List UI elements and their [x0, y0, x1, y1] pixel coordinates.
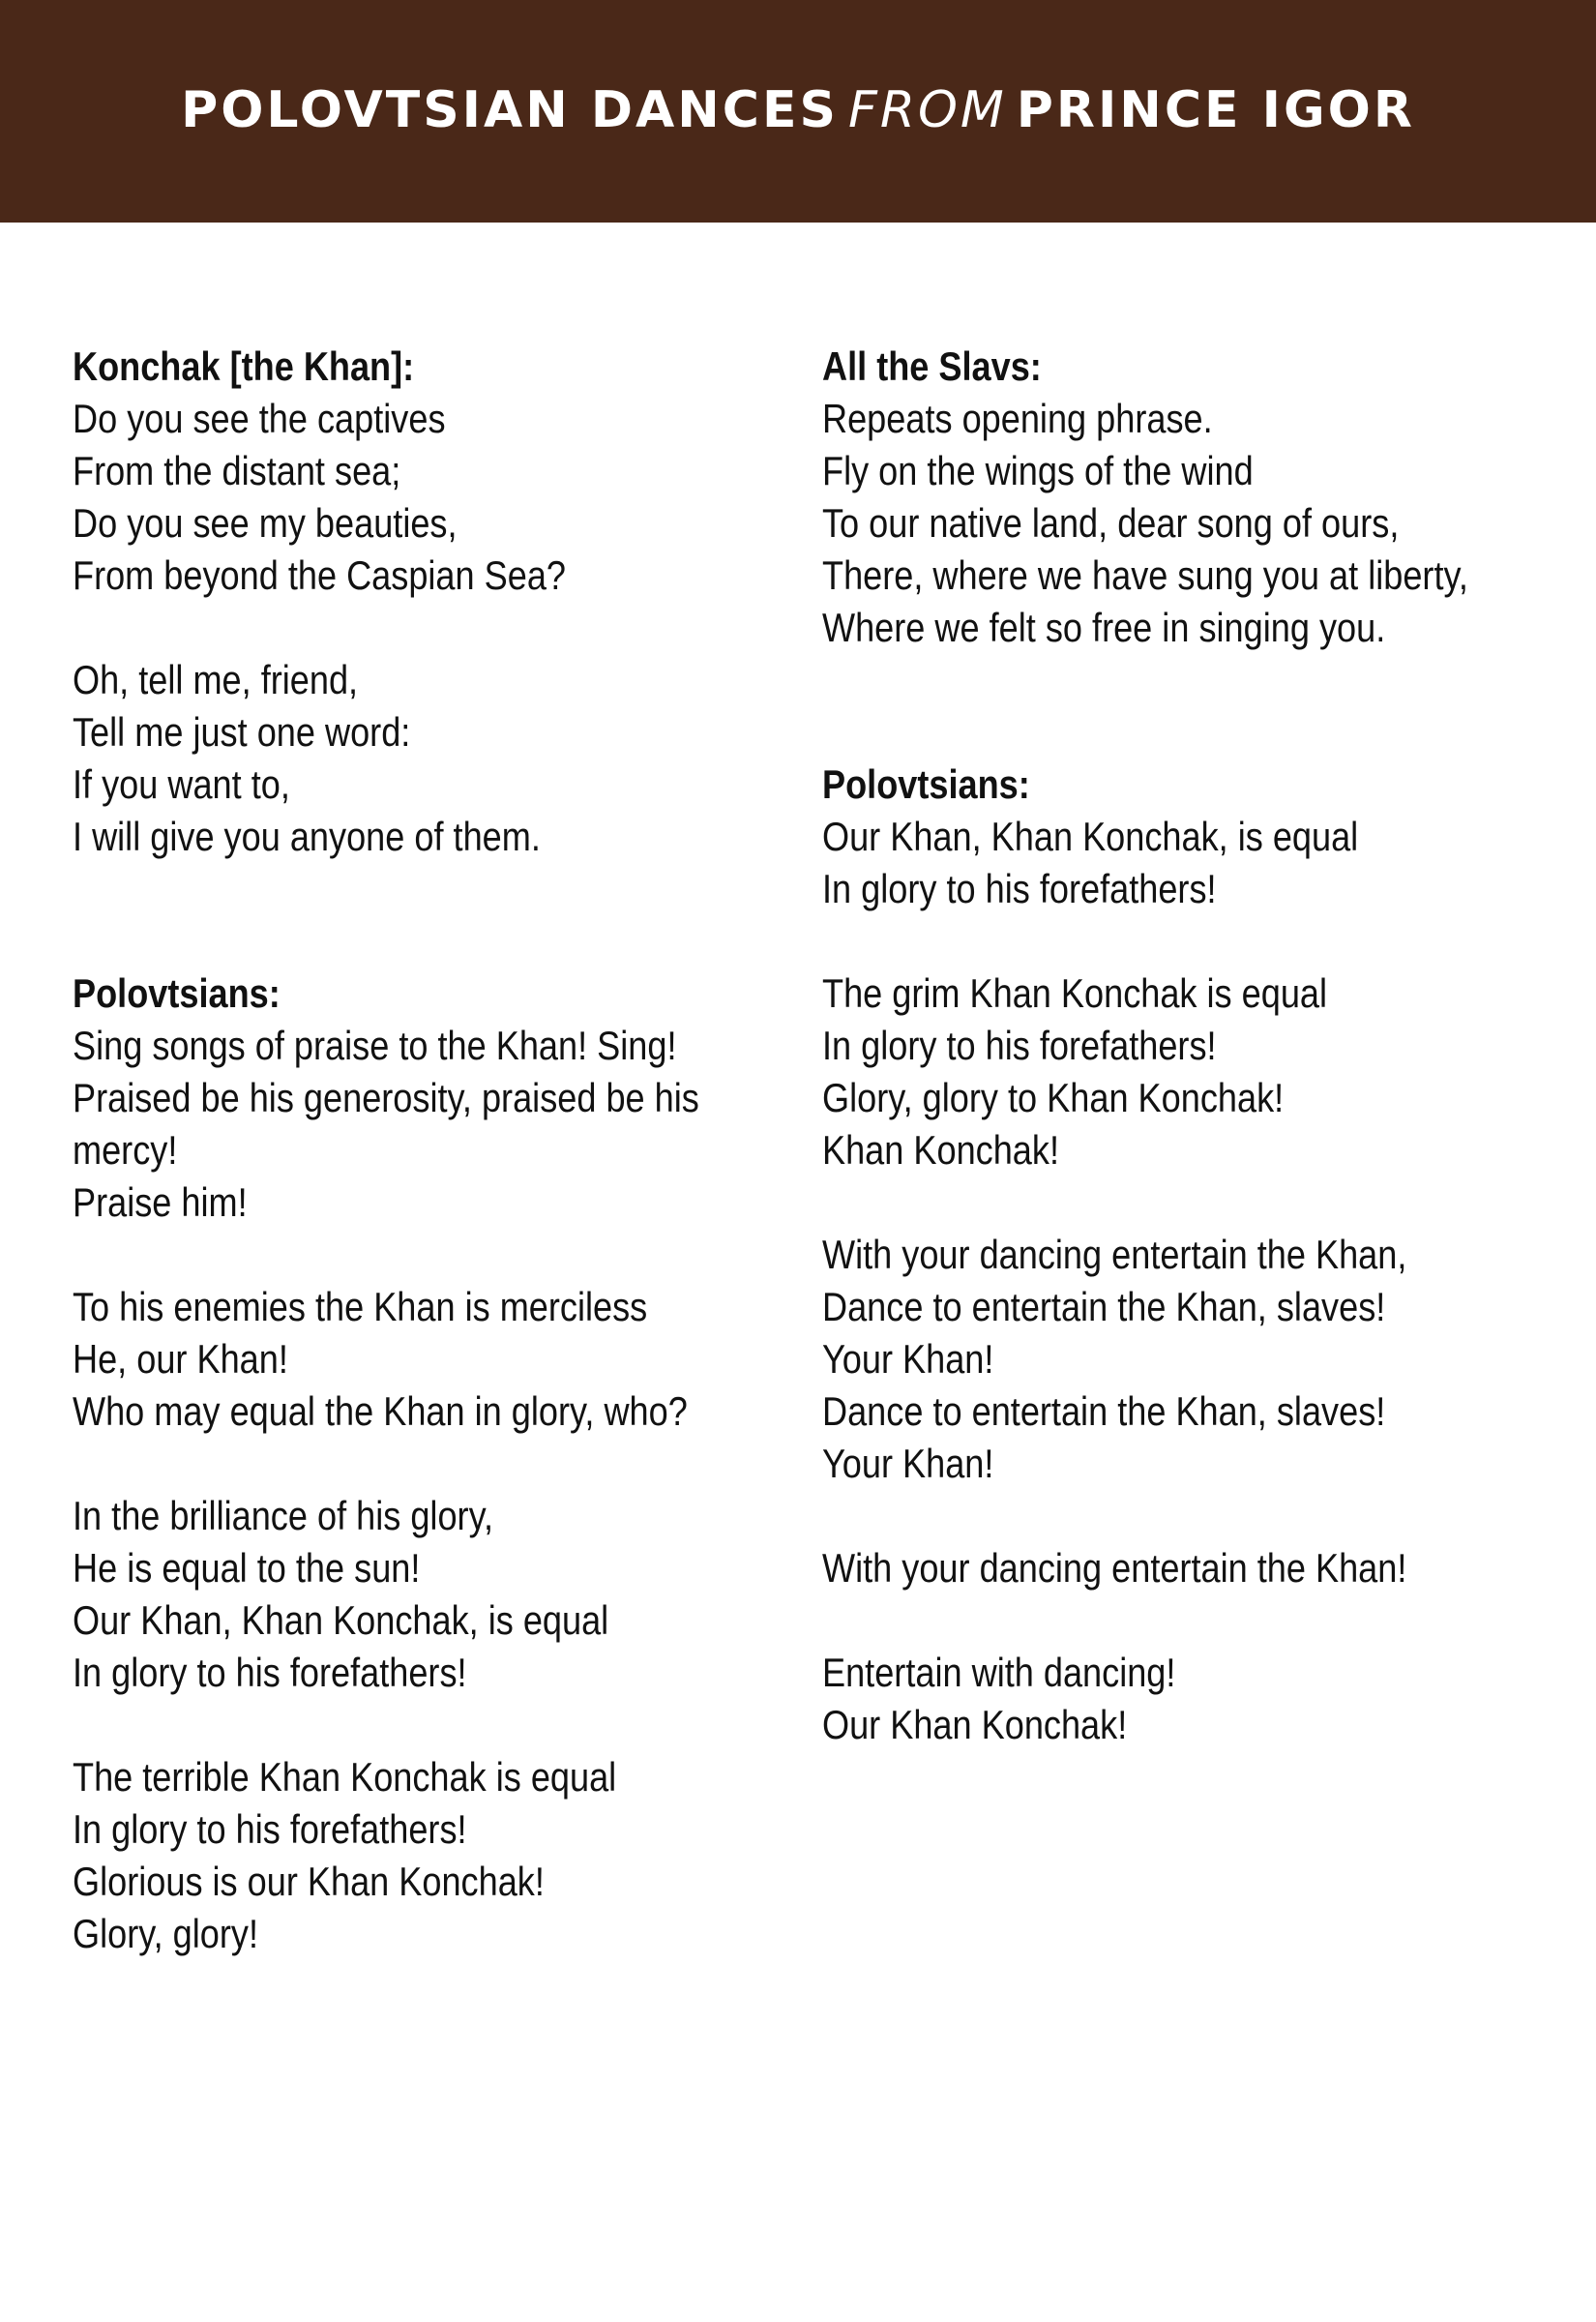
stanza — [822, 811, 1538, 915]
lyric-line: Glory, glory! — [73, 1911, 259, 1956]
lyric-line: Glorious is our Khan Konchak! — [73, 1859, 545, 1904]
lyric-line: Who may equal the Khan in glory, who? — [73, 1388, 688, 1434]
lyric-line: Repeats opening phrase. — [822, 396, 1213, 441]
lyric-line: In glory to his forefathers! — [822, 866, 1217, 911]
lyric-line: In glory to his forefathers! — [73, 1650, 467, 1695]
speaker-label: Polovtsians: — [73, 970, 281, 1016]
lyric-line: To his enemies the Khan is merciless — [73, 1284, 648, 1329]
lyric-line: Dance to entertain the Khan, slaves! — [822, 1388, 1386, 1434]
page-title — [181, 81, 1415, 139]
right-column — [822, 341, 1538, 1751]
lyric-line: Praise him! — [73, 1179, 248, 1225]
lyric-line: Your Khan! — [822, 1441, 994, 1486]
section-polovtsians-right — [822, 759, 1538, 1751]
lyric-line: Do you see my beauties, — [73, 500, 458, 546]
stanza — [73, 654, 738, 863]
stanza — [822, 968, 1538, 1176]
page-header — [0, 0, 1596, 223]
lyric-line: From beyond the Caspian Sea? — [73, 552, 567, 598]
left-column — [73, 341, 738, 1960]
stanza — [822, 1647, 1538, 1751]
stanza — [73, 1751, 738, 1960]
lyric-line: There, where we have sung you at liberty, — [822, 552, 1468, 598]
lyric-line: The grim Khan Konchak is equal — [822, 970, 1328, 1016]
stanza — [822, 393, 1538, 654]
lyric-line: In the brilliance of his glory, — [73, 1493, 493, 1538]
stanza — [822, 1542, 1538, 1594]
lyric-line: mercy! — [73, 1127, 178, 1173]
section-slavs — [822, 341, 1538, 654]
title-part-1: POLOVTSIAN DANCES — [181, 81, 839, 139]
section-konchak — [73, 341, 738, 863]
lyric-line: He, our Khan! — [73, 1336, 288, 1382]
lyric-line: Your Khan! — [822, 1336, 994, 1382]
lyric-line: With your dancing entertain the Khan, — [822, 1232, 1407, 1277]
stanza — [822, 1229, 1538, 1490]
lyric-line: Do you see the captives — [73, 396, 446, 441]
lyric-line: Dance to entertain the Khan, slaves! — [822, 1284, 1386, 1329]
lyric-line: Where we felt so free in singing you. — [822, 605, 1386, 650]
stanza — [73, 1020, 738, 1229]
lyric-line: Our Khan, Khan Konchak, is equal — [73, 1597, 609, 1643]
stanza — [73, 1281, 738, 1438]
lyric-line: Entertain with dancing! — [822, 1650, 1176, 1695]
lyric-line: Our Khan Konchak! — [822, 1702, 1128, 1747]
lyric-line: He is equal to the sun! — [73, 1545, 421, 1591]
speaker-label: Polovtsians: — [822, 761, 1030, 807]
lyric-line: Sing songs of praise to the Khan! Sing! — [73, 1023, 677, 1068]
lyric-line: To our native land, dear song of ours, — [822, 500, 1400, 546]
lyric-line: In glory to his forefathers! — [822, 1023, 1217, 1068]
lyric-line: Praised be his generosity, praised be his — [73, 1075, 699, 1120]
lyric-line: From the distant sea; — [73, 448, 401, 493]
lyric-line: Our Khan, Khan Konchak, is equal — [822, 814, 1359, 859]
speaker-label: Konchak [the Khan]: — [73, 343, 415, 389]
lyric-line: Oh, tell me, friend, — [73, 657, 359, 702]
lyric-line: I will give you anyone of them. — [73, 814, 541, 859]
lyric-line: If you want to, — [73, 761, 290, 807]
title-part-2: PRINCE IGOR — [1016, 81, 1415, 139]
section-polovtsians — [73, 968, 738, 1960]
title-italic-word: FROM — [847, 81, 1007, 139]
lyric-line: With your dancing entertain the Khan! — [822, 1545, 1407, 1591]
speaker-label: All the Slavs: — [822, 343, 1042, 389]
lyric-line: In glory to his forefathers! — [73, 1806, 467, 1852]
stanza — [73, 393, 738, 602]
lyric-line: Tell me just one word: — [73, 709, 411, 755]
stanza — [73, 1490, 738, 1699]
lyric-line: Glory, glory to Khan Konchak! — [822, 1075, 1285, 1120]
lyric-line: Khan Konchak! — [822, 1127, 1059, 1173]
lyric-line: Fly on the wings of the wind — [822, 448, 1254, 493]
lyric-line: The terrible Khan Konchak is equal — [73, 1754, 617, 1800]
